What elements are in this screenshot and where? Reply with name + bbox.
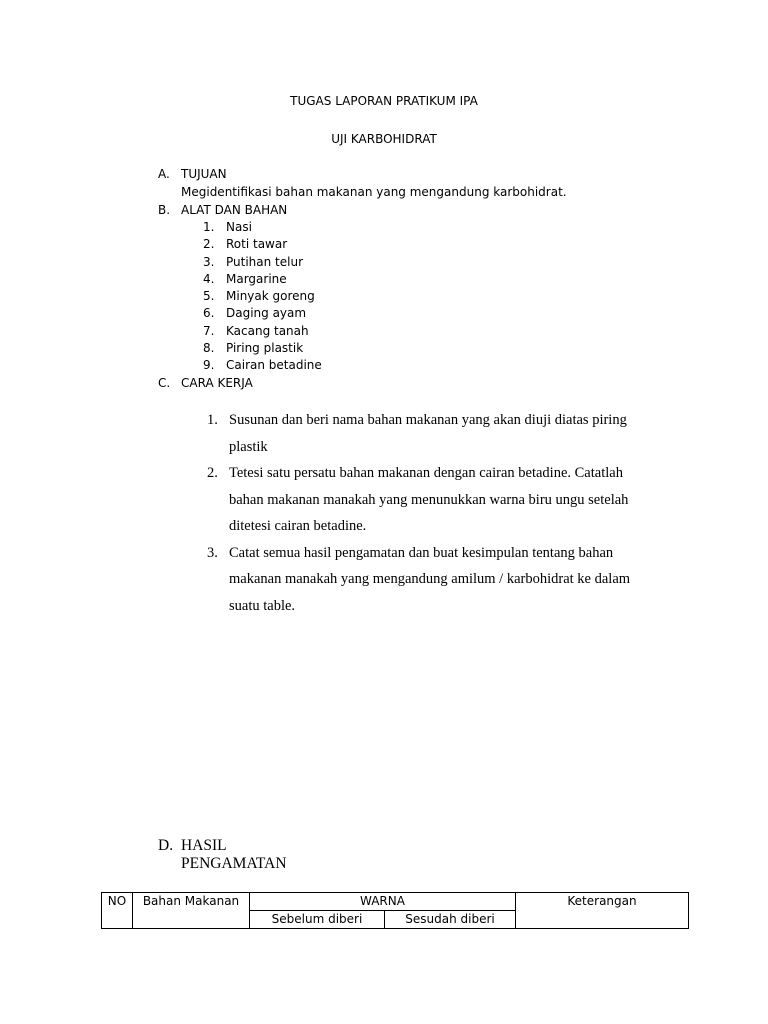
list-item-number: 2.: [203, 237, 215, 252]
section-a-body: Megidentifikasi bahan makanan yang mengandung karbohidrat.: [181, 185, 567, 199]
list-item-label: Margarine: [226, 271, 287, 286]
section-c-title: CARA KERJA: [181, 376, 253, 390]
list-item-label: Piring plastik: [226, 341, 304, 356]
list-item-number: 3.: [203, 254, 215, 269]
list-item-number: 9.: [203, 358, 215, 373]
list-item: [203, 357, 322, 374]
step-text: Catat semua hasil pengamatan dan buat kesimpulan tentang bahan makanan manakah yang mengandung amilum / karbohidrat ke dalam suatu table.: [229, 544, 631, 614]
list-item: [203, 236, 322, 253]
table-header-row: [102, 893, 689, 911]
list-item-label: Cairan betadine: [226, 358, 322, 373]
materials-list: [203, 219, 322, 375]
procedure-step: [207, 407, 657, 460]
list-item: [203, 219, 322, 236]
step-text: Susunan dan beri nama bahan makanan yang akan diuji diatas piring plastik: [229, 412, 627, 455]
list-item-number: 5.: [203, 289, 215, 304]
list-item-label: Minyak goreng: [226, 289, 315, 304]
header-keterangan: Keterangan: [516, 893, 689, 929]
step-number: 1.: [207, 412, 218, 428]
section-b-title: ALAT DAN BAHAN: [181, 203, 288, 217]
list-item-label: Roti tawar: [226, 237, 288, 252]
list-item: [203, 323, 322, 340]
list-item-label: Daging ayam: [226, 306, 307, 321]
header-sebelum-diberi: Sebelum diberi: [250, 911, 385, 929]
list-item-number: 7.: [203, 323, 215, 338]
section-b-letter: B.: [158, 203, 171, 217]
document-subtitle: UJI KARBOHIDRAT: [331, 132, 437, 146]
list-item: [203, 288, 322, 305]
procedure-steps: [207, 407, 657, 619]
step-number: 2.: [207, 465, 218, 481]
step-text: Tetesi satu persatu bahan makanan dengan cairan betadine. Catatlah bahan makanan manakah yang menunukkan warna biru ungu setelah ditetesi cairan betadine.: [229, 465, 629, 534]
list-item-number: 4.: [203, 271, 215, 286]
list-item-number: 1.: [203, 220, 215, 234]
header-bahan-makanan: Bahan Makanan: [133, 893, 250, 929]
list-item-label: Kacang tanah: [226, 323, 309, 338]
list-item: [203, 340, 322, 357]
section-d-letter: D.: [158, 837, 174, 854]
header-warna: WARNA: [250, 893, 516, 911]
step-number: 3.: [207, 544, 218, 561]
section-a-title: TUJUAN: [181, 167, 227, 181]
list-item-number: 8.: [203, 341, 215, 356]
list-item: [203, 305, 322, 322]
section-d-title: HASIL PENGAMATAN: [181, 837, 287, 872]
procedure-step: [207, 540, 657, 620]
list-item: [203, 271, 322, 288]
list-item-label: Putihan telur: [226, 254, 304, 269]
procedure-step: [207, 460, 657, 540]
list-item-label: Nasi: [226, 220, 252, 234]
section-a-letter: A.: [158, 167, 170, 181]
section-c-letter: C.: [158, 376, 171, 390]
header-sesudah-diberi: Sesudah diberi: [385, 911, 516, 929]
header-no: NO: [102, 893, 133, 929]
document-title: TUGAS LAPORAN PRATIKUM IPA: [290, 94, 478, 108]
list-item: [203, 254, 322, 271]
observation-table: [101, 892, 689, 929]
list-item-number: 6.: [203, 306, 215, 321]
